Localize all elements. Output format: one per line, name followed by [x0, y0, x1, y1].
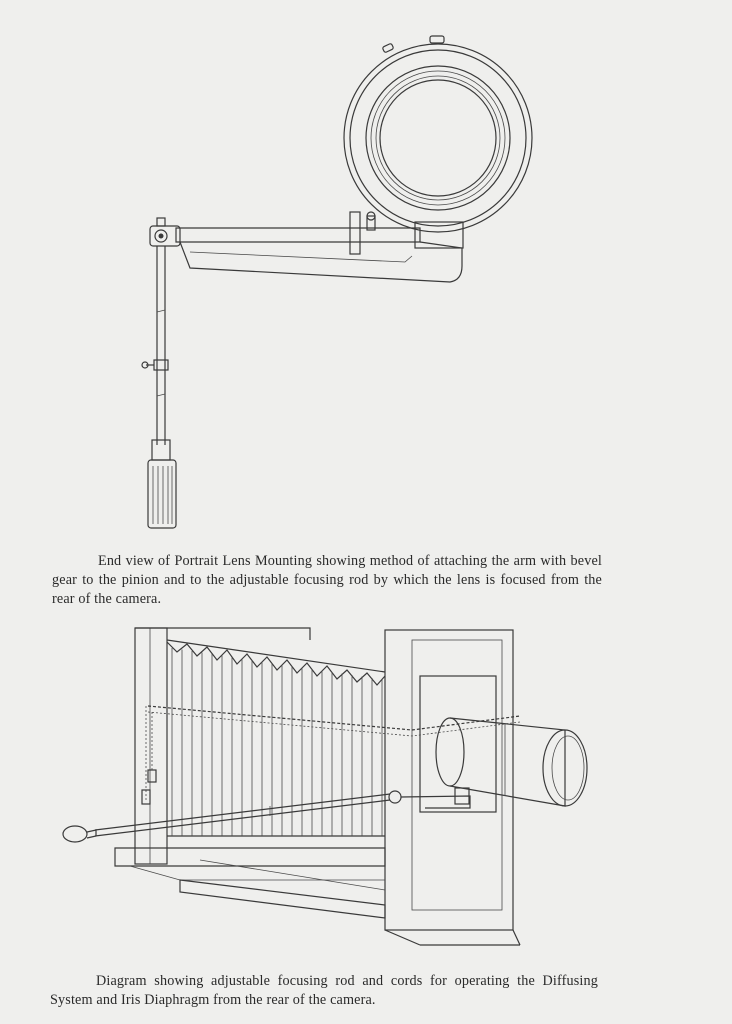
- lens-mounting-caption: End view of Portrait Lens Mounting showing method of attaching the arm with bevel gear to the pinion and to the adjustable focusing rod by which the lens is focused from the rear of the camera.: [52, 553, 602, 608]
- focusing-rod-horizontal: [63, 788, 470, 842]
- camera-front-standard: [385, 630, 520, 945]
- bellows: [167, 640, 385, 836]
- control-cords: [142, 706, 520, 804]
- focusing-rod-caption: Diagram showing adjustable focusing rod and cords for operating the Diffusing System and Iris Diaphragm from the rear of the camera.: [50, 973, 598, 1009]
- lens-barrel: [436, 718, 587, 806]
- camera-base: [115, 848, 385, 918]
